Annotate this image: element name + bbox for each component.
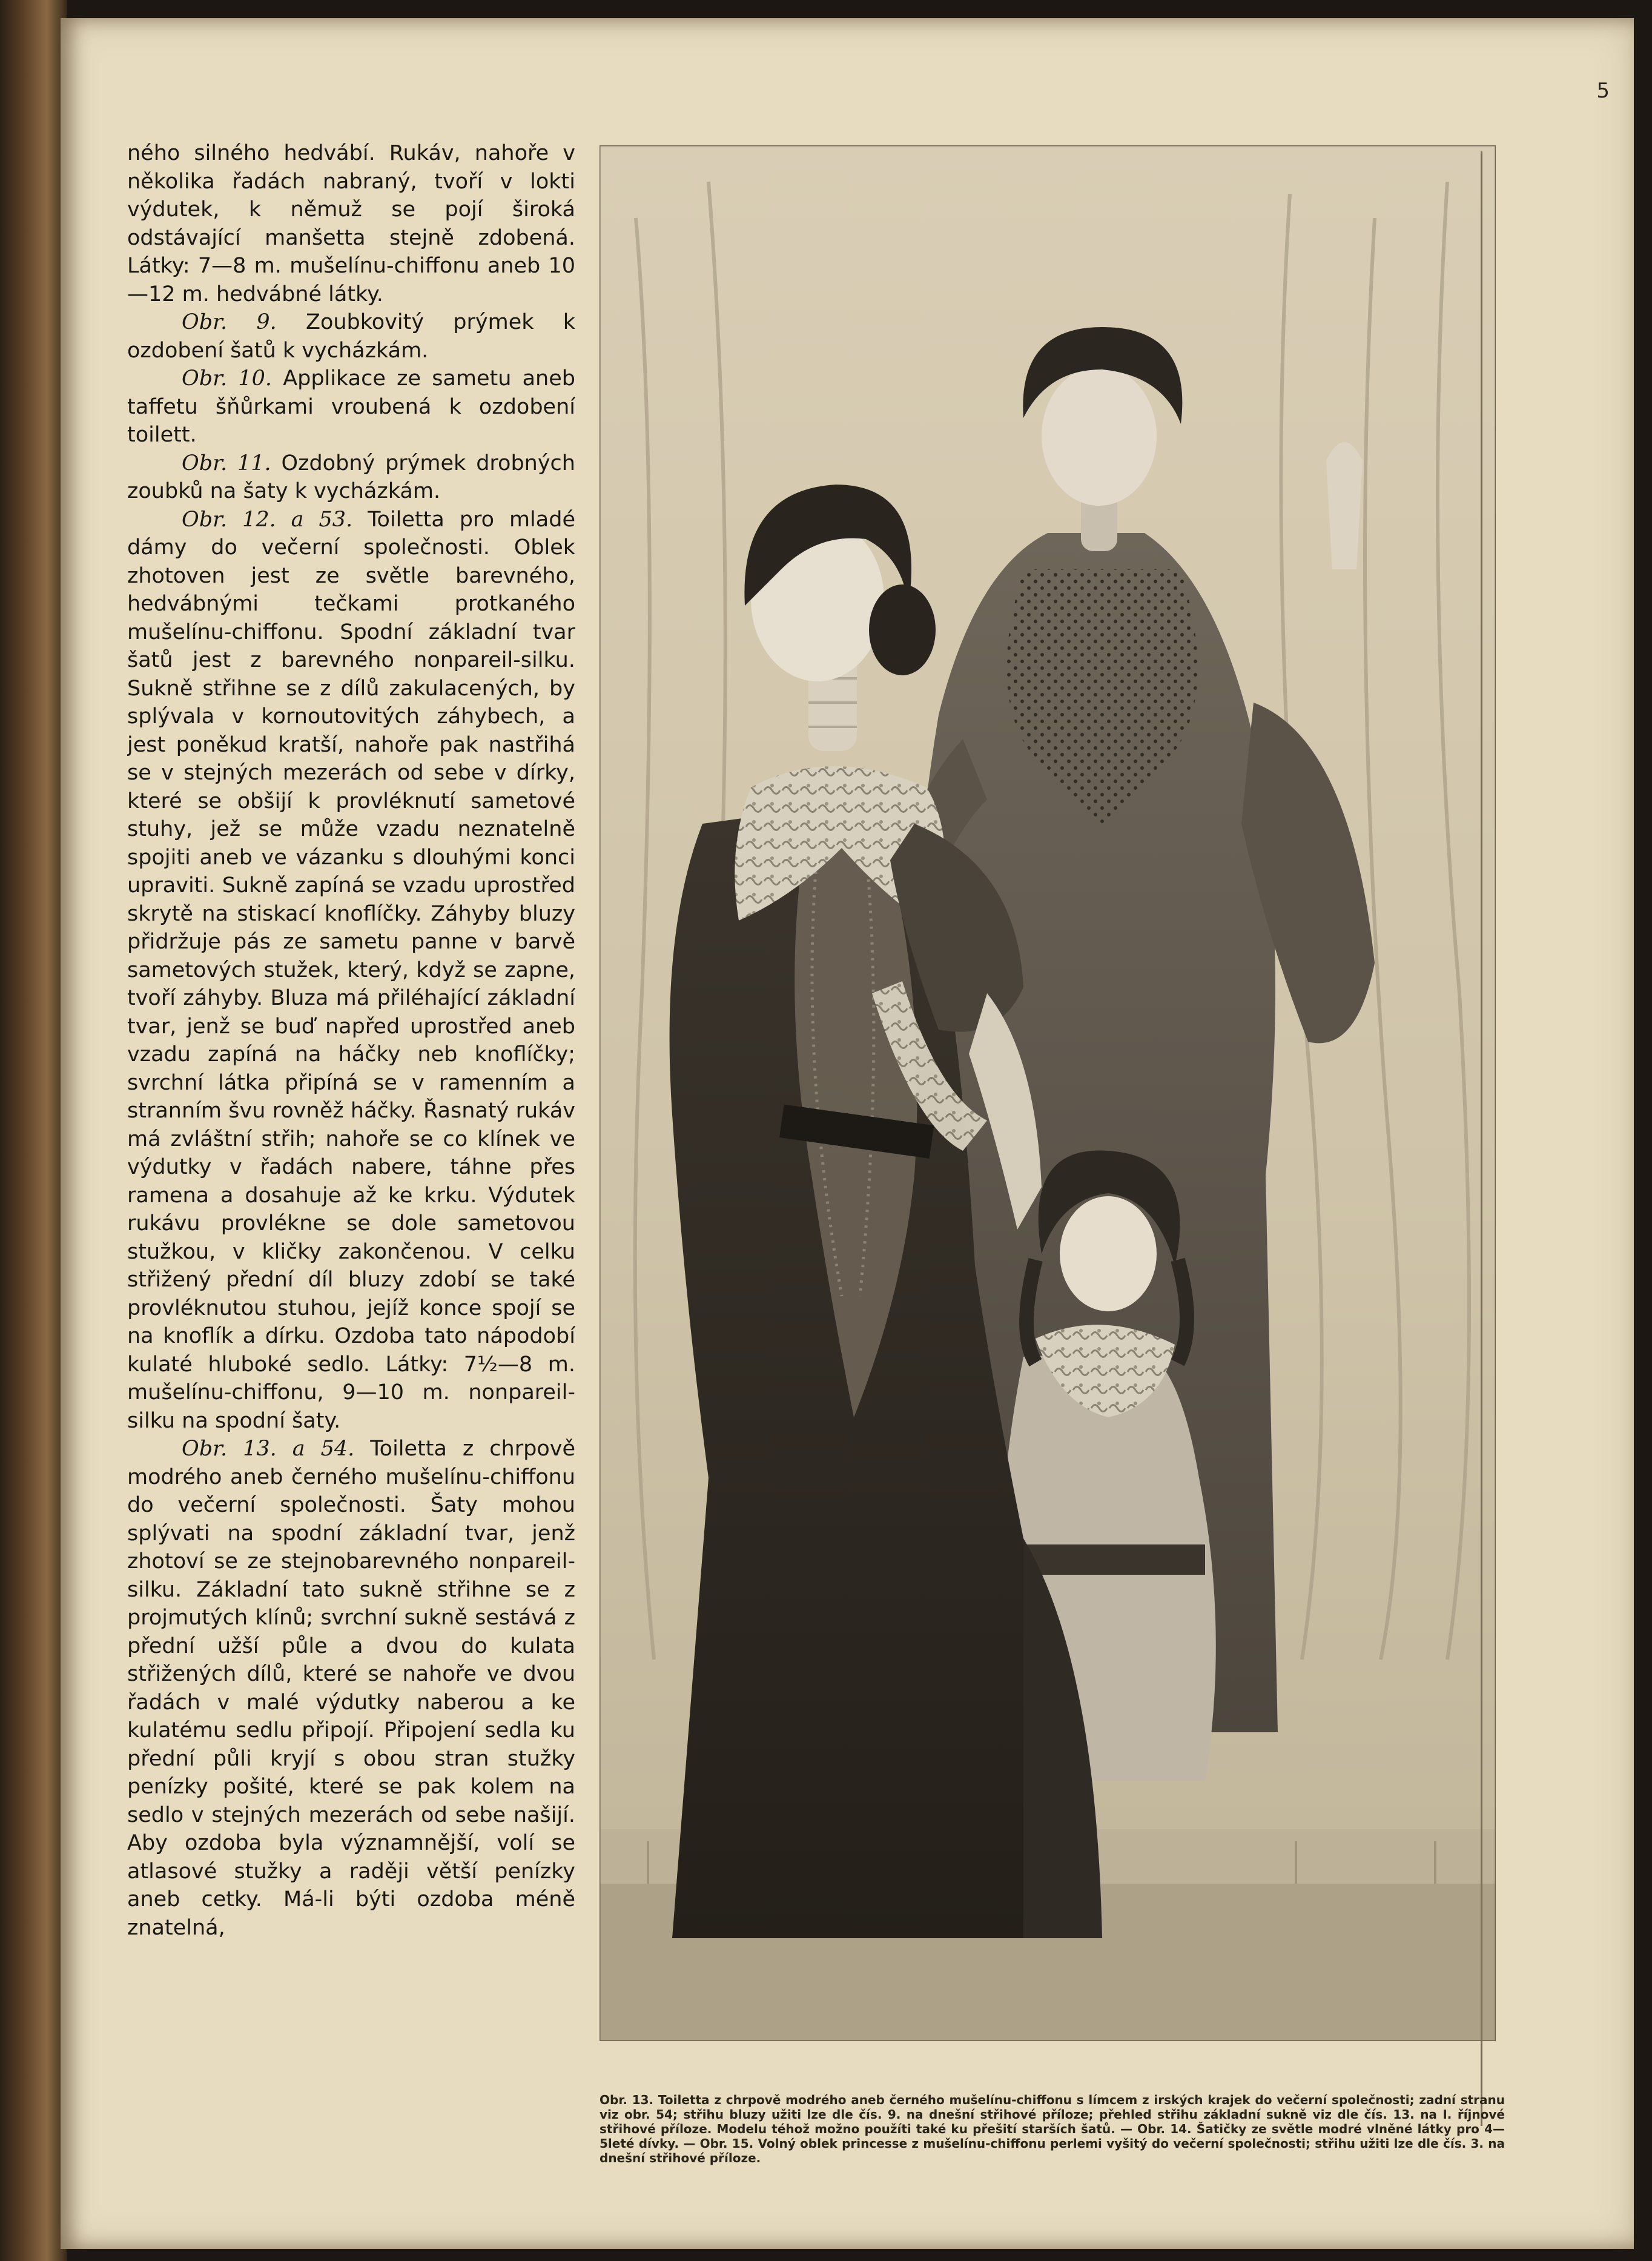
paragraph-text: Toiletta z chrpově modrého aneb černého mušelínu-chiffonu do večerní společnosti. Šaty mohou splývati na spodní základní tvar, jenž zhotoví se ze stejnobarevného nonpareil-silku. Základní tato sukně střihne se z projmutých klínů; svrchní sukně sestává z přední užší půle a dvou do kulata střižených dílů, které se nahoře ve dvou řadách v malé výdutky naberou a ke kulatému sedlu připojí. Připojení sedla ku přední půli kryjí s obou stran stužky penízky pošité, které se pak kolem na sedlo v stejných mezerách od sebe našijí. Aby ozdoba byla významnější, volí se atlasové stužky a raději větší penízky aneb cetky. Má-li býti ozdoba méně znatelná, <box>127 1437 575 1940</box>
paragraph-text: Ozdobný prýmek drobných zoubků na šaty k vycházkám. <box>127 451 575 503</box>
paragraph <box>127 365 575 449</box>
fashion-engraving <box>600 145 1496 2041</box>
figure-caption: Obr. 13. Toiletta z chrpově modrého aneb černého mušelínu-chiffonu s límcem z irských krajek do večerní společnosti; zadní stranu viz obr. 54; střihu bluzy užiti lze dle čís. 9. na dnešní střihové příloze; přehled střihu základní sukně viz dle čís. 13. na I. říjnové střihové příloze. Modelu téhož možno použíti také ku přešití starších šatů. — Obr. 14. Šatičky ze světle modré vlněné látky pro 4—5leté dívky. — Obr. 15. Volný oblek princesse z mušelínu-chiffonu perlemi vyšitý do večerní společnosti; střihu užiti lze dle čís. 3. na dnešní střihové příloze. <box>600 2093 1505 2165</box>
fashion-illustration <box>600 145 1496 2041</box>
paragraph <box>127 506 575 1435</box>
figure-reference: Obr. 13. a 54. <box>182 1437 355 1461</box>
paragraph <box>127 449 575 506</box>
figure-reference: Obr. 10. <box>182 366 272 391</box>
paragraph-text: ného silného hedvábí. Rukáv, nahoře v několika řadách nabraný, tvoří v lokti výdutek, k němuž se pojí široká odstávající manšetta stejně zdobená. Látky: 7—8 m. mušelínu-chiffonu aneb 10—12 m. hedvábné látky. <box>127 141 575 306</box>
figure-reference: Obr. 9. <box>182 310 277 334</box>
paragraph <box>127 308 575 365</box>
paragraph <box>127 1435 575 1942</box>
paragraph-text: Toiletta pro mladé dámy do večerní společnosti. Oblek zhotoven jest ze světle barevného, hedvábnými tečkami protkaného mušelínu-chiffonu. Spodní základní tvar šatů jest z barevného nonpareil-silku. Sukně střihne se z dílů zakulacených, by splývala v kornoutovitých záhybech, a jest poněkud kratší, nahoře pak nastřihá se v stejných mezerách od sebe v dírky, které se obšijí k provléknutí sametové stuhy, jež se může vzadu neznatelně spojiti aneb ve vázanku s dlouhými konci upraviti. Sukně zapíná se vzadu uprostřed skrytě na stiskací knoflíčky. Záhyby bluzy přidržuje pás ze sametu panne v barvě sametových stužek, který, když se zapne, tvoří záhyby. Bluza má přiléhající základní tvar, jenž se buď napřed uprostřed aneb vzadu zapíná na háčky neb knoflíčky; svrchní látka připíná se v ramenním a stranním švu rovněž háčky. Řasnatý rukáv má zvláštní střih; nahoře se co klínek ve výdutky v řadách nabere, táhne přes ramena a dosahuje až ke krku. Výdutek rukávu provlékne se dole sametovou stužkou, v kličky zakončenou. V celku střižený přední díl bluzy zdobí se také provléknutou stuhou, jejíž konce spojí se na knoflík a dírku. Ozdoba tato nápodobí kulaté hluboké sedlo. Látky: 7½—8 m. mušelínu-chiffonu, 9—10 m. nonpareil-silku na spodní šaty. <box>127 507 575 1433</box>
magazine-page <box>61 18 1634 2249</box>
page-number: 5 <box>1596 79 1610 103</box>
book-binding <box>0 0 67 2261</box>
figure-reference: Obr. 12. a 53. <box>182 507 353 532</box>
paragraph-text: Zoubkovitý prýmek k ozdobení šatů k vycházkám. <box>127 310 575 363</box>
page-edge-rule <box>1481 151 1482 2126</box>
paragraph-text: Applikace ze sametu aneb taffetu šňůrkami vroubená k ozdobení toilett. <box>127 366 575 447</box>
paragraph <box>127 139 575 308</box>
text-column <box>127 139 575 2199</box>
figure-reference: Obr. 11. <box>182 451 271 475</box>
